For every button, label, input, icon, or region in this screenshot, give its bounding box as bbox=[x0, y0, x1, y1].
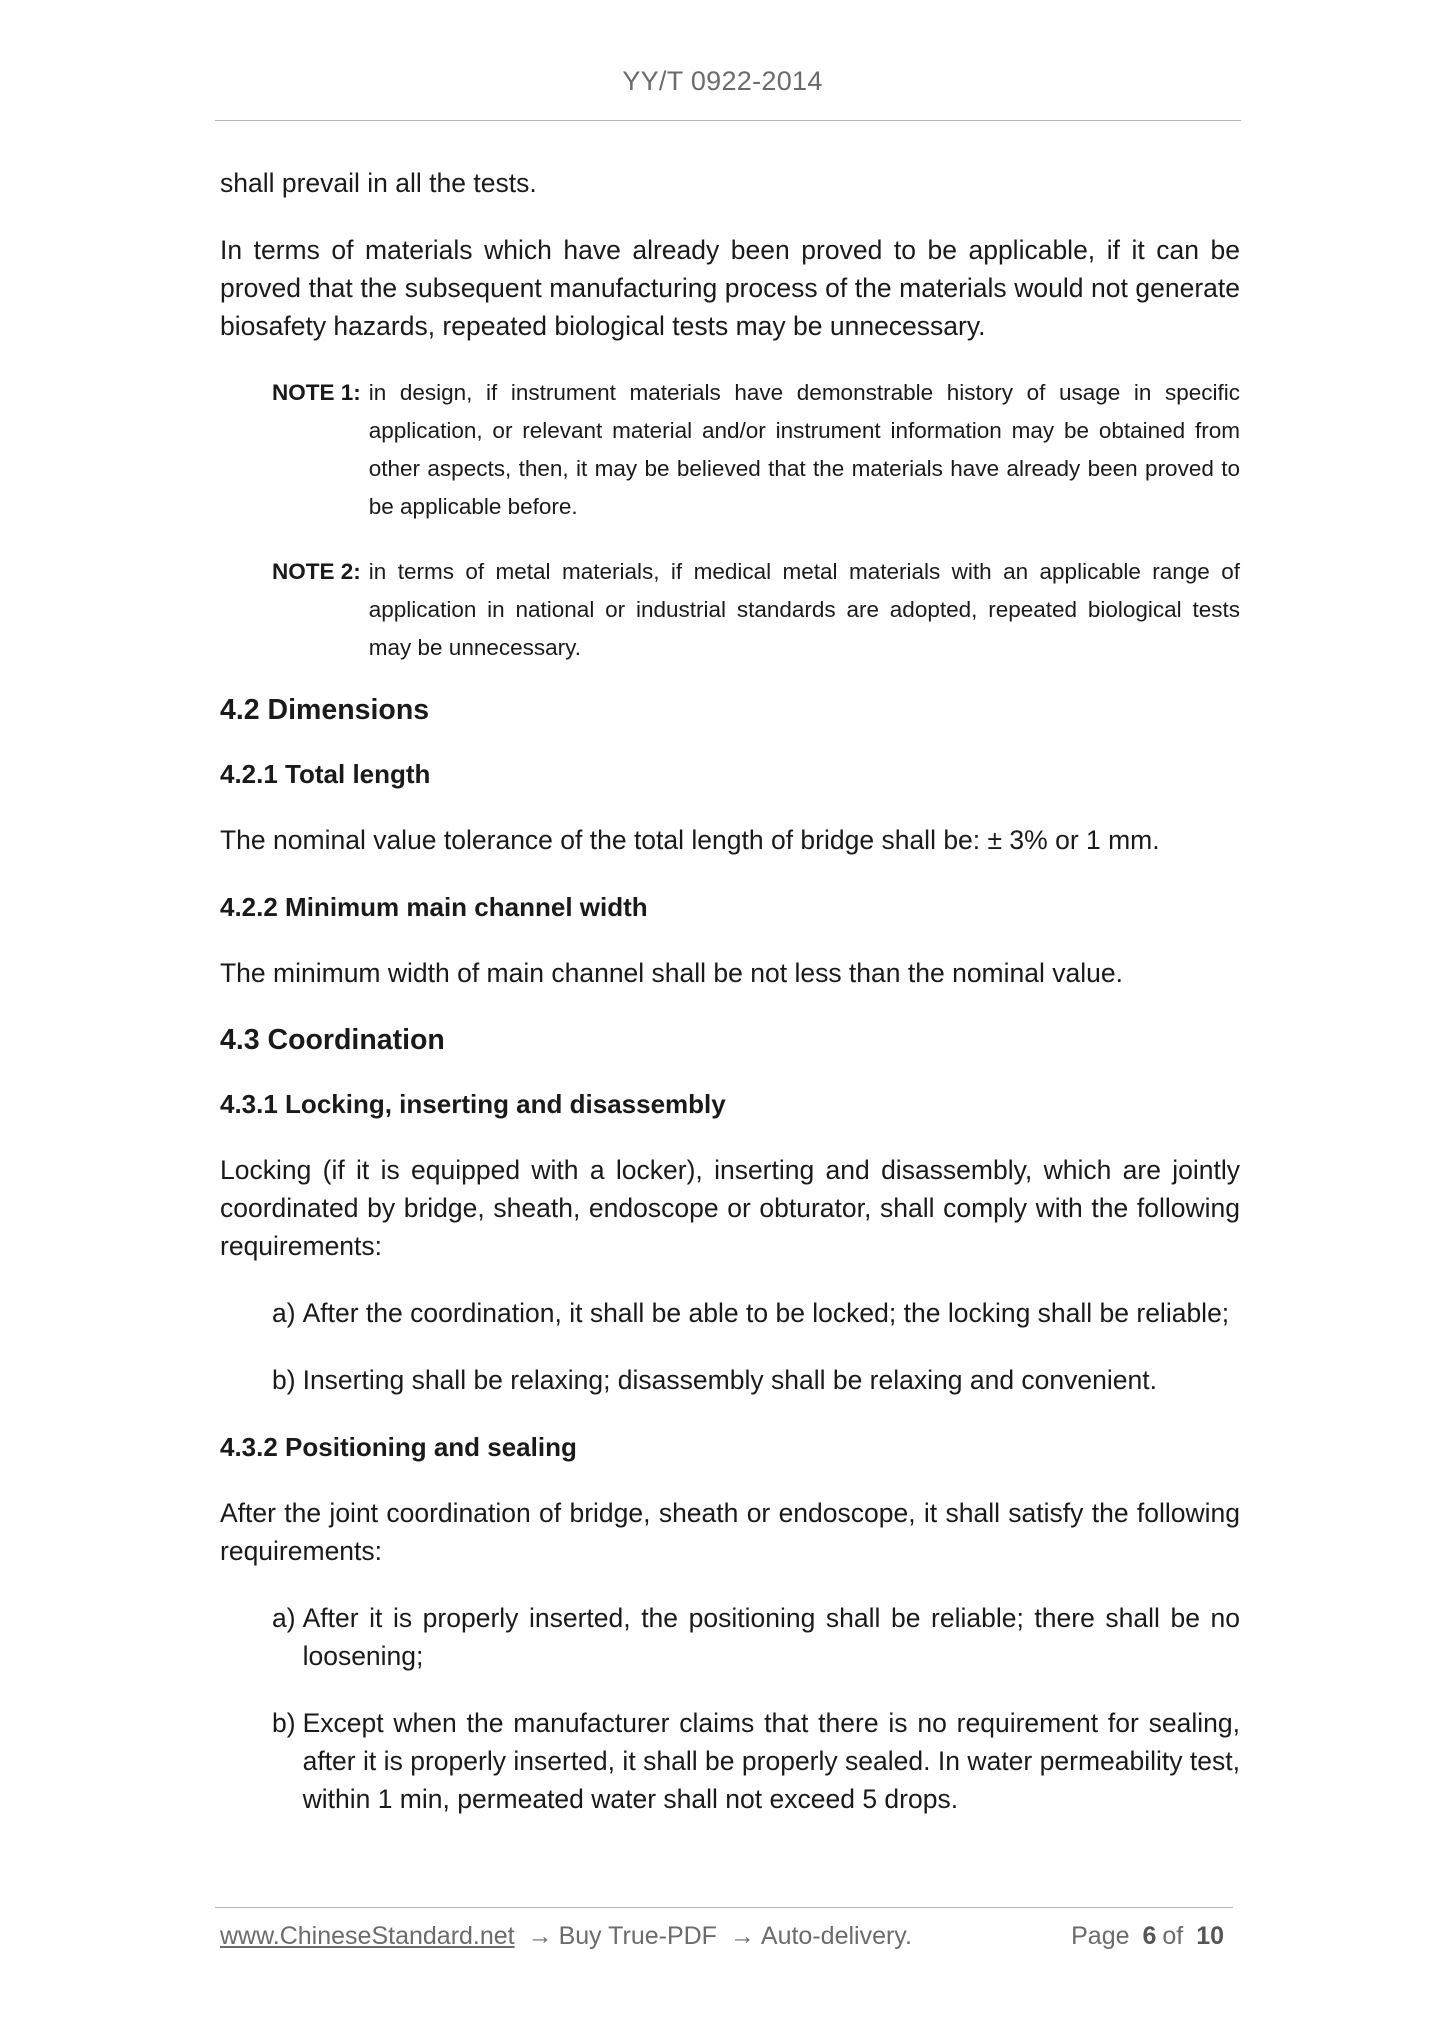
list-item-text: After it is properly inserted, the positioning shall be reliable; there shall be no loosening; bbox=[302, 1603, 1240, 1671]
list-marker: a) bbox=[272, 1603, 296, 1633]
arrow-right-icon: → bbox=[527, 1922, 553, 1950]
section-heading-4-3-1: 4.3.1 Locking, inserting and disassembly bbox=[220, 1089, 726, 1119]
note-1 bbox=[272, 374, 1240, 526]
page-number: 6 bbox=[1142, 1922, 1157, 1950]
note-2 bbox=[272, 553, 1240, 667]
note-2-text: in terms of metal materials, if medical metal materials with an applicable range of application in national or industrial standards are adopted, repeated biological tests may be unnecessary. bbox=[368, 559, 1240, 660]
section-heading-4-2-1: 4.2.1 Total length bbox=[220, 759, 431, 789]
list-item bbox=[272, 1361, 1240, 1399]
page-indicator bbox=[1071, 1922, 1230, 1951]
paragraph-continued: shall prevail in all the tests. bbox=[220, 168, 537, 198]
header-divider bbox=[215, 120, 1241, 121]
note-1-label: NOTE 1: bbox=[272, 380, 361, 405]
list-item-text: Except when the manufacturer claims that there is no requirement for sealing, after it is properly inserted, it shall be properly sealed. In water permeability test, within 1 min, permeated water shall not exceed 5 drops. bbox=[302, 1708, 1240, 1814]
of-label: of bbox=[1162, 1922, 1184, 1950]
footer-divider bbox=[215, 1907, 1233, 1908]
list-item bbox=[272, 1704, 1240, 1818]
note-2-label: NOTE 2: bbox=[272, 559, 361, 584]
arrow-right-icon: → bbox=[729, 1922, 755, 1950]
section-heading-4-2: 4.2 Dimensions bbox=[220, 694, 430, 726]
footer-delivery-text: Auto-delivery. bbox=[760, 1922, 912, 1950]
paragraph-materials: In terms of materials which have already been proved to be applicable, if it can be proved that the subsequent manufacturing process of the materials would not generate biosafety hazards, repeated biological tests may be unnecessary. bbox=[220, 235, 1240, 341]
list-item bbox=[272, 1294, 1240, 1332]
list-marker: a) bbox=[272, 1298, 296, 1328]
list-marker: b) bbox=[272, 1708, 296, 1738]
paragraph-locking: Locking (if it is equipped with a locker), inserting and disassembly, which are jointly coordinated by bridge, sheath, endoscope or obturator, shall comply with the following requirements: bbox=[220, 1155, 1240, 1261]
page-footer bbox=[220, 1922, 1230, 1951]
website-link[interactable]: www.ChineseStandard.net bbox=[220, 1922, 515, 1950]
footer-buy-text: Buy True-PDF bbox=[558, 1922, 717, 1950]
section-heading-4-2-2: 4.2.2 Minimum main channel width bbox=[220, 892, 648, 922]
footer-promo bbox=[220, 1922, 912, 1951]
list-marker: b) bbox=[272, 1365, 296, 1395]
list-item bbox=[272, 1599, 1240, 1675]
list-item-text: Inserting shall be relaxing; disassembly shall be relaxing and convenient. bbox=[302, 1365, 1157, 1395]
list-item-text: After the coordination, it shall be able to be locked; the locking shall be reliable; bbox=[302, 1298, 1230, 1328]
paragraph-positioning: After the joint coordination of bridge, sheath or endoscope, it shall satisfy the following requirements: bbox=[220, 1498, 1240, 1566]
document-body bbox=[220, 164, 1240, 1847]
section-heading-4-3: 4.3 Coordination bbox=[220, 1024, 445, 1056]
page-total: 10 bbox=[1196, 1922, 1224, 1950]
paragraph-total-length: The nominal value tolerance of the total length of bridge shall be: ± 3% or 1 mm. bbox=[220, 825, 1160, 855]
page-label: Page bbox=[1071, 1922, 1130, 1950]
paragraph-channel-width: The minimum width of main channel shall be not less than the nominal value. bbox=[220, 958, 1123, 988]
section-heading-4-3-2: 4.3.2 Positioning and sealing bbox=[220, 1432, 577, 1462]
note-1-text: in design, if instrument materials have demonstrable history of usage in specific application, or relevant material and/or instrument information may be obtained from other aspects, then, it may be believed that the materials have already been proved to be applicable before. bbox=[368, 380, 1240, 519]
header-title: YY/T 0922-2014 bbox=[622, 66, 823, 96]
